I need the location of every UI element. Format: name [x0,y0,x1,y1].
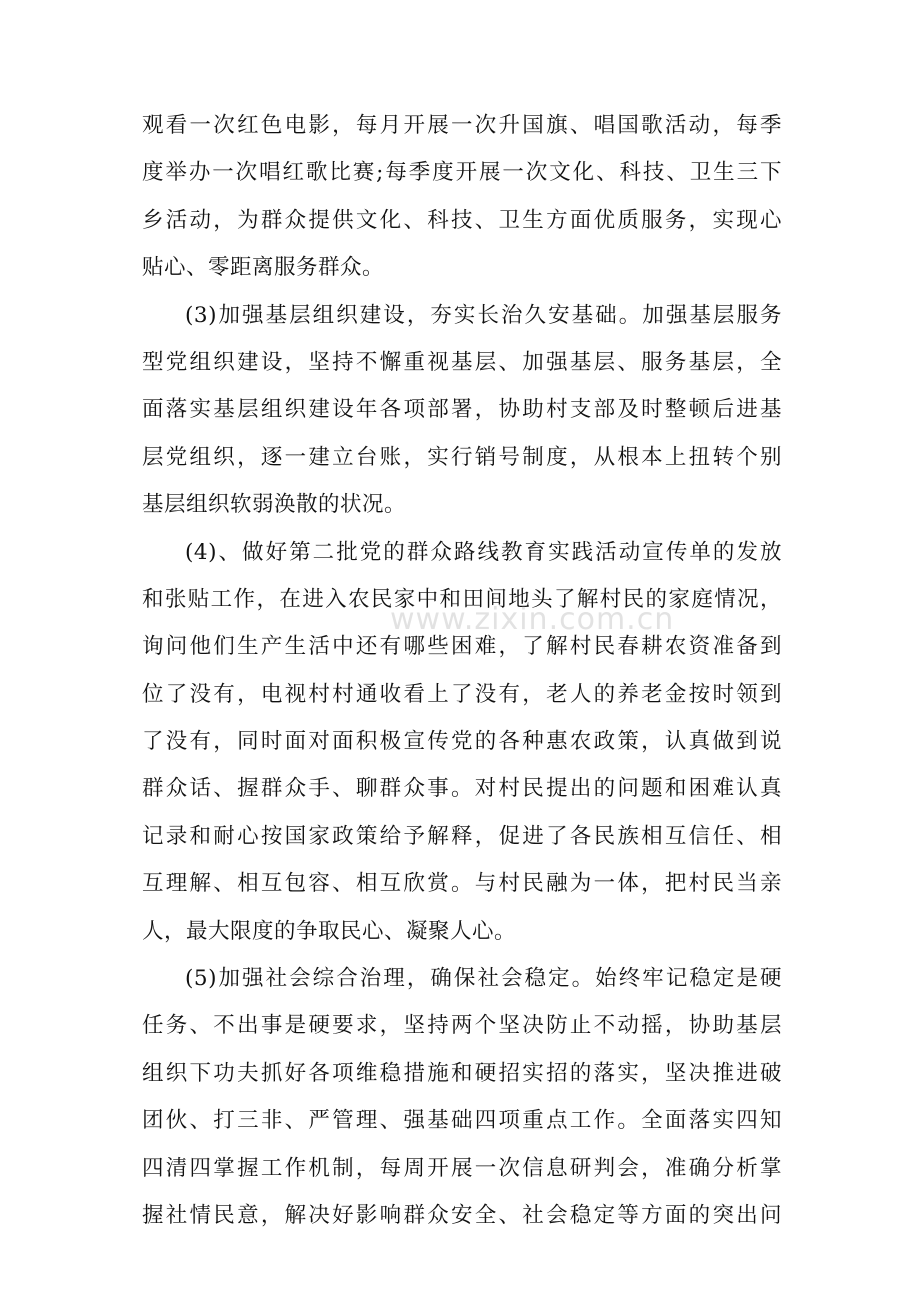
text-line: 握社情民意，解决好影响群众安全、社会稳定等方面的突出问 [142,1202,782,1228]
text-line: 团伙、打三非、严管理、强基础四项重点工作。全面落实四知 [142,1108,782,1134]
text-line: 询问他们生产生活中还有哪些困难，了解村民春耕农资准备到 [142,634,782,660]
text-line: 层党组织，逐一建立台账，实行销号制度，从根本上扭转个别 [142,444,782,470]
text-line: 群众话、握群众手、聊群众事。对村民提出的问题和困难认真 [142,776,782,802]
text-line: 型党组织建设，坚持不懈重视基层、加强基层、服务基层，全 [142,349,782,375]
text-line: (3)加强基层组织建设，夯实长治久安基础。加强基层服务 [185,302,782,328]
text-line: 面落实基层组织建设年各项部署，协助村支部及时整顿后进基 [142,397,782,423]
text-line: 了没有，同时面对面积极宣传党的各种惠农政策，认真做到说 [142,729,782,755]
text-line: 乡活动，为群众提供文化、科技、卫生方面优质服务，实现心 [142,207,782,233]
text-line: (4)、做好第二批党的群众路线教育实践活动宣传单的发放 [185,539,782,565]
text-line: 贴心、零距离服务群众。 [142,255,385,281]
text-line: 记录和耐心按国家政策给予解释，促进了各民族相互信任、相 [142,823,782,849]
text-line: 和张贴工作，在进入农民家中和田间地头了解村民的家庭情况， [142,586,782,612]
text-line: 度举办一次唱红歌比赛;每季度开展一次文化、科技、卫生三下 [142,160,782,186]
text-line: 互理解、相互包容、相互欣赏。与村民融为一体，把村民当亲 [142,871,782,897]
paragraph [142,102,782,292]
text-line: 基层组织软弱涣散的状况。 [142,492,407,518]
paragraph [142,955,782,1239]
paragraph [142,292,782,529]
text-line: 观看一次红色电影，每月开展一次升国旗、唱国歌活动，每季 [142,113,782,138]
text-line: 位了没有，电视村村通收看上了没有，老人的养老金按时领到 [142,681,782,707]
text-line: 任务、不出事是硬要求，坚持两个坚决防止不动摇，协助基层 [142,1013,782,1039]
text-line: 四清四掌握工作机制，每周开展一次信息研判会，准确分析掌 [142,1155,782,1181]
text-line: 组织下功夫抓好各项维稳措施和硬招实招的落实，坚决推进破 [142,1060,782,1086]
watermark: www.zixin.com.cn [390,602,675,637]
paragraph [142,529,782,956]
text-line: 人，最大限度的争取民心、凝聚人心。 [142,918,517,944]
document-body [142,102,782,1239]
text-line: (5)加强社会综合治理，确保社会稳定。始终牢记稳定是硬 [185,966,782,992]
